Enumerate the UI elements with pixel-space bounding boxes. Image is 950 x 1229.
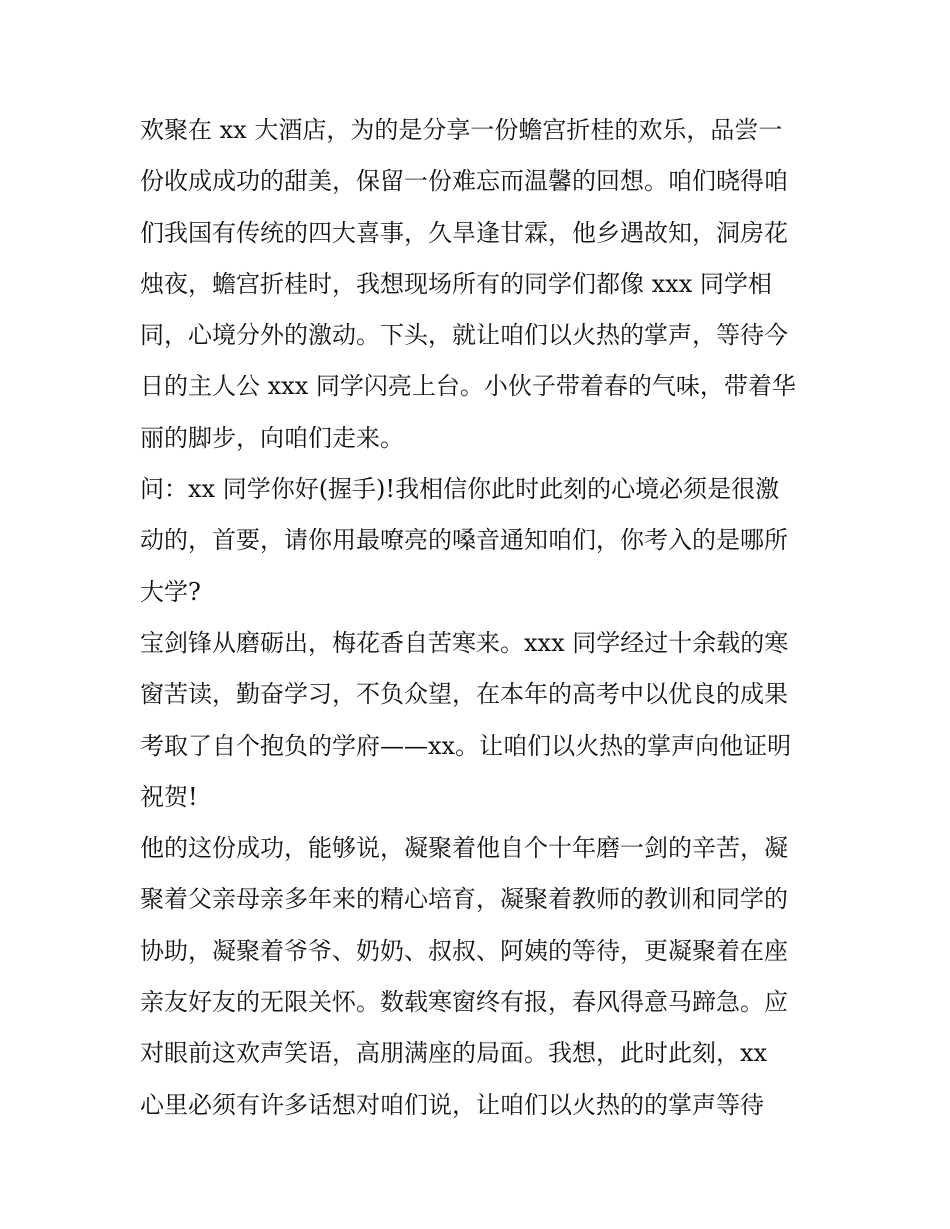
text-line: 他的这份成功，能够说，凝聚着他自个十年磨一剑的辛苦，凝 [140,834,788,863]
text-line: 大学? [140,577,201,606]
text-line: 考取了自个抱负的学府——xx。让咱们以火热的掌声向他证明 [140,731,792,760]
document-body [140,105,820,1131]
text-line: 祝贺! [140,782,198,811]
text-line: 丽的脚步，向咱们走来。 [140,423,404,452]
text-line: 烛夜，蟾宫折桂时，我想现场所有的同学们都像 xxx 同学相 [140,269,772,298]
text-line: 动的，首要，请你用最嘹亮的嗓音通知咱们，你考入的是哪所 [140,526,788,555]
text-line: 协助，凝聚着爷爷、奶奶、叔叔、阿姨的等待，更凝聚着在座 [140,936,788,965]
text-line: 聚着父亲母亲多年来的精心培育，凝聚着教师的教训和同学的 [140,885,788,914]
text-line: 欢聚在 xx 大酒店，为的是分享一份蟾宫折桂的欢乐，品尝一 [140,116,783,144]
text-line: 心里必须有许多话想对咱们说，让咱们以火热的的掌声等待 [140,1090,764,1119]
text-line: 问：xx 同学你好(握手)!我相信你此时此刻的心境必须是很激 [140,475,780,504]
text-line: 窗苦读，勤奋学习，不负众望，在本年的高考中以优良的成果 [140,680,788,709]
text-line: 日的主人公 xxx 同学闪亮上台。小伙子带着春的气味，带着华 [140,372,796,401]
text-line: 亲友好友的无限关怀。数载寒窗终有报，春风得意马蹄急。应 [140,988,788,1017]
text-line: 同，心境分外的激动。下头，就让咱们以火热的掌声，等待今 [140,321,788,350]
text-line: 份收成成功的甜美，保留一份难忘而温馨的回想。咱们晓得咱 [140,167,788,196]
text-line: 们我国有传统的四大喜事，久旱逢甘霖，他乡遇故知，洞房花 [140,218,788,247]
text-line: 宝剑锋从磨砺出，梅花香自苦寒来。xxx 同学经过十余载的寒 [140,628,789,657]
text-line: 对眼前这欢声笑语，高朋满座的局面。我想，此时此刻，xx [140,1039,768,1068]
